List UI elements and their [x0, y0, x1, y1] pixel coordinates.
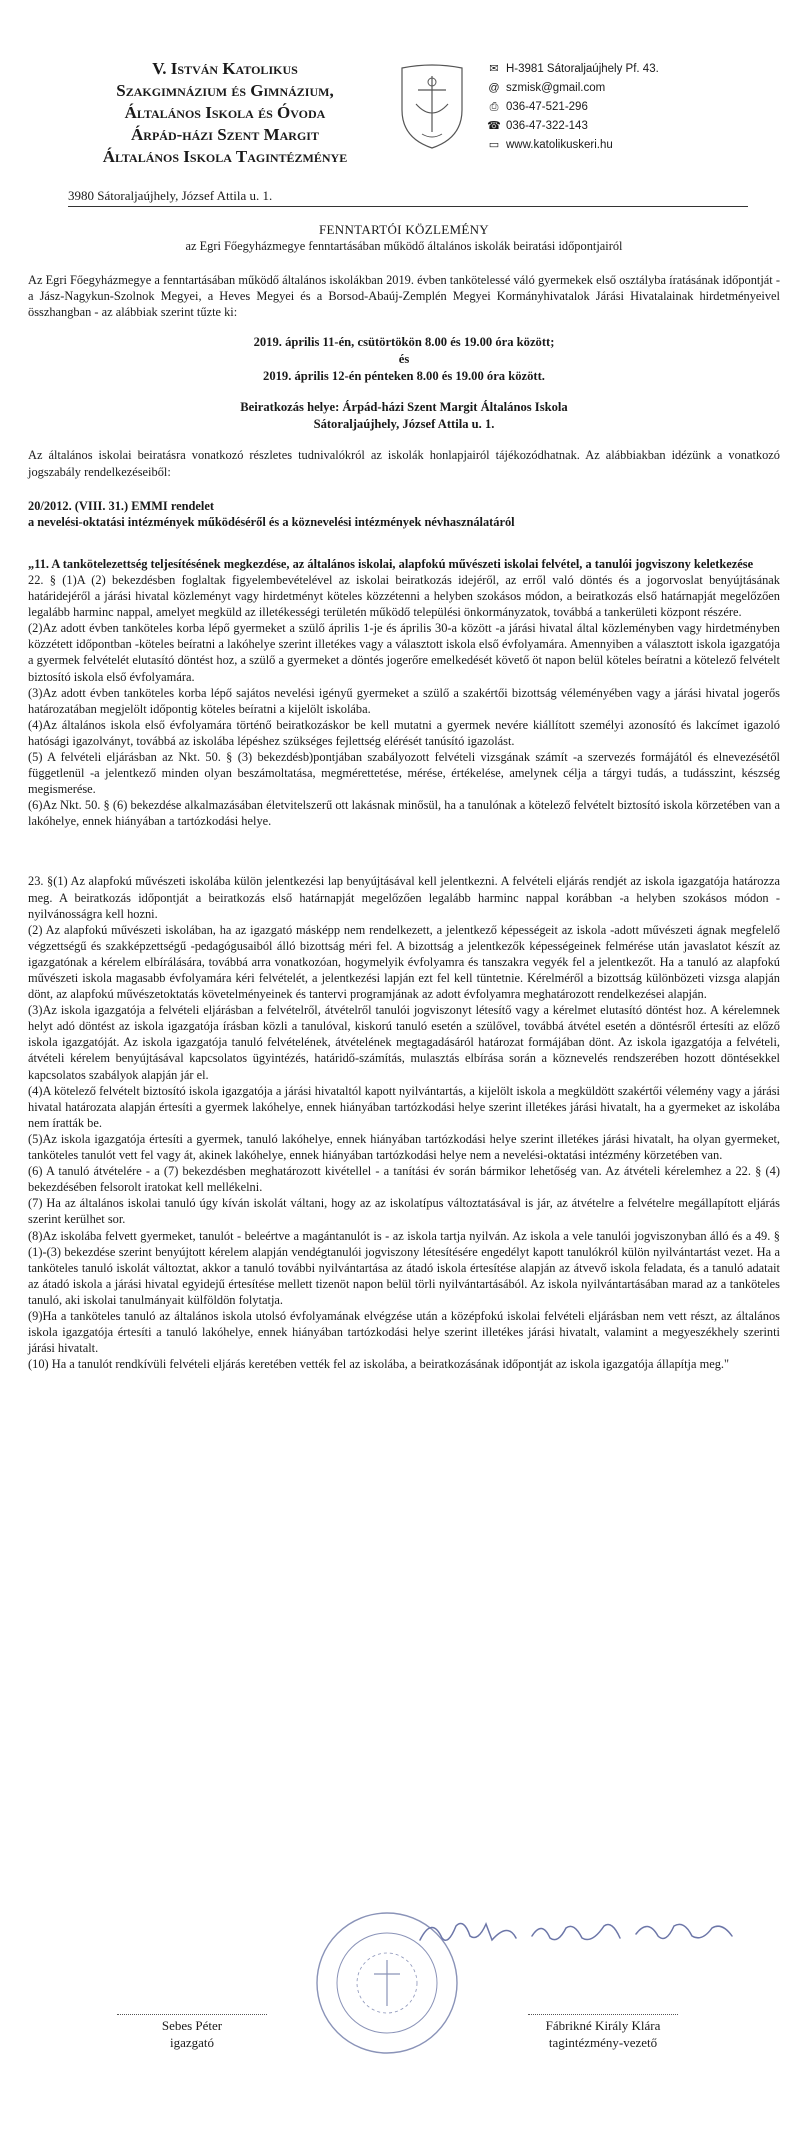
- contact-postal: [486, 60, 786, 79]
- enrollment-date-2: 2019. április 12-én pénteken 8.00 és 19.00 óra között.: [263, 369, 545, 384]
- section-23-paragraph: (10) Ha a tanulót rendkívüli felvételi eljárás keretében vették fel az iskolába, a beiratkozásának időpontját az iskola igazgatója állapítja meg.": [28, 1357, 730, 1372]
- section-23-paragraph: (2) Az alapfokú művészeti iskolában, ha az igazgató másképp nem rendelkezett, a jelentkező képességeit az iskola -adott művészeti ágnak megfelelő végzettségű és szakképzettségű -pedagógusaiból álló bizottság méri fel. A bizottság a jelentkezők képességeinek felmérése után javaslatot készít az igazgatónak a kérelem elbírálására, továbbá arra vonatkozóan, hogymelyik évfolyamra és tanszakra vegyék fel a jelentkezőt. Ha a tanuló az alapfokú művészeti iskola magasabb évfolyamára kéri felvételét, a jelentkezési lapján ezt fel kell tüntetnie. Kérelméről a bizottság különbözeti vizsga alapján dönt, az alapfokú művészetoktatás követelményeinek és tantervi programjának az adott évfolyamra meghatározott rendelkezései alapján.: [28, 922, 780, 1002]
- school-name: [70, 58, 380, 168]
- contact-text: www.katolikuskeri.hu: [506, 139, 613, 151]
- email-icon: @: [488, 82, 500, 94]
- school-name-line: Árpád-házi Szent Margit: [131, 125, 319, 144]
- notice-body: [28, 218, 780, 1372]
- section-11-heading: „11. A tankötelezettség teljesítésének megkezdése, az általános iskolai, alapfokú művészeti iskolai felvétel, a tanulói jogviszony keletkezése: [28, 556, 754, 571]
- enrollment-date-and: és: [398, 352, 410, 367]
- signature-unit-head: [488, 2014, 718, 2051]
- enrollment-place-line-1: Beiratkozás helye: Árpád-házi Szent Margit Általános Iskola: [240, 400, 568, 415]
- section-23-paragraph: (9)Ha a tanköteles tanuló az általános iskola utolsó évfolyamának elvégzése után a középfokú iskolai felvételi eljárásban nem vett részt, az általános iskola igazgatója értesíti a tanuló lakóhelye, ennek hiányában tartózkodási helye szerint illetékes járási hivatalt, valamint a megyeszékhely szerinti járási hivatalt.: [28, 1308, 780, 1356]
- section-22-paragraph: (2)Az adott évben tanköteles korba lépő gyermeket a szülő április 1-je és április 30-a között -a járási hivatal által közleményben vagy hirdetményben közzétett időpontban -köteles beíratni a lakóhelye szerint illetékes vagy a választott iskola első évfolyamára. Amennyiben a választott iskola igazgatója a gyermek felvételét elutasító döntést hoz, a szülő a gyermeket a döntés jogerőre emelkedését követő öt napon belül köteles beíratni a kötelező felvételt biztosító iskola első évfolyamára.: [28, 621, 780, 684]
- regulation-line-1: 20/2012. (VIII. 31.) EMMI rendelet: [28, 498, 214, 513]
- section-23-paragraph: (8)Az iskolába felvett gyermeket, tanulót - beleértve a magántanulót is - az iskola tartja nyilván. Az iskola a vele tanulói jogviszonyban álló és a 49. § (1)-(3) bekezdése szerint benyújtott kérelem alapján vendégtanulói jogviszony létesítésére engedélyt kapott tanulókról külön nyilvántartást vezet. Ha a tanköteles tanuló iskolát változtat, akkor a tanuló további nyilvántartása az átadó iskola értesítése alapján az átvevő iskola feladata, és a tanuló adatait az átadó iskola a járási hivatal egyidejű értesítése mellett tizenöt napon belül törli nyilvántartásából. Az iskola nyilvántartásában marad az a tanköteles tanuló, aki iskolai tanulmányait külföldön folytatja.: [28, 1228, 780, 1307]
- enrollment-date-1: 2019. április 11-én, csütörtökön 8.00 és 19.00 óra között;: [253, 335, 555, 350]
- envelope-icon: ✉: [489, 63, 499, 75]
- school-name-line: Szakgimnázium és Gimnázium,: [116, 81, 334, 100]
- signer-role: igazgató: [169, 2035, 215, 2050]
- notice-subtitle: az Egri Főegyházmegye fenntartásában működő általános iskolák beiratási időpontjairól: [185, 239, 623, 254]
- signer-role: tagintézmény-vezető: [548, 2035, 658, 2050]
- school-name-line: Általános Iskola Tagintézménye: [102, 147, 348, 166]
- section-23-paragraph: (6) A tanuló átvételére - a (7) bekezdésben meghatározott kivétellel - a tanítási év során bármikor lehetőség van. Az átvételi kérelemhez a 22. § (4) bekezdésében felsorolt iratokat kell mellékelni.: [28, 1164, 780, 1195]
- contact-text: H-3981 Sátoraljaújhely Pf. 43.: [506, 63, 659, 75]
- school-name-line: V. István Katolikus: [152, 59, 298, 78]
- contact-email: [486, 79, 786, 98]
- section-23-paragraph: (5)Az iskola igazgatója értesíti a gyermek, tanuló lakóhelye, ennek hiányában tartózkodási helye szerint illetékes járási hivatalt, ha olyan gyermeket, tanköteles tanulót vett fel vagy át, akinek lakóhelye, ennek hiányában tartózkodási helye nem a nevelési-oktatási intézmény körzetében van.: [28, 1131, 780, 1163]
- signature-line: [528, 2014, 678, 2015]
- signer-name: Sebes Péter: [161, 2018, 223, 2033]
- regulation-line-2: a nevelési-oktatási intézmények működéséről és a köznevelési intézmények névhasználatáról: [28, 514, 515, 529]
- section-22-paragraph: (6)Az Nkt. 50. § (6) bekezdése alkalmazásában életvitelszerű ott lakásnak minősül, ha a tanulónak a kötelező felvételt biztosító iskola körzetében van a lakóhelye, ennek hiányában a tartózkodási helye.: [28, 798, 780, 829]
- info-paragraph: Az általános iskolai beiratásra vonatkozó részletes tudnivalókról az iskolák honlapjairól tájékozódhatnak. Az alábbiakban idézünk a vonatkozó jogszabály rendelkezéseiből:: [28, 448, 780, 479]
- phone-icon: ☎: [487, 120, 501, 132]
- intro-paragraph: Az Egri Főegyházmegye a fenntartásában működő általános iskolákban 2019. évben tankötelessé váló gyermekek első osztályba íratásának időpontját - a Jász-Nagykun-Szolnok Megyei, a Heves Megyei és a Borsod-Abaúj-Zemplén Megyei Kormányhivatalok Járási Hivatalainak hirdetményeivel összhangban - az alábbiak szerint tűzte ki:: [28, 273, 780, 320]
- enrollment-place: [28, 399, 780, 433]
- section-23-paragraph: 23. §(1) Az alapfokú művészeti iskolába külön jelentkezési lap benyújtásával kell jelentkezni. A felvételi eljárás rendjét az iskola igazgatója határozza meg. A beiratkozás időpontját a beiratkozás első határnapját megelőzően legalább harminc nappal korábban -a helyben szokásos módon -nyilvánosságra kell hozni.: [28, 874, 780, 921]
- contact-web: [486, 136, 786, 155]
- section-23-paragraph: (3)Az iskola igazgatója a felvételi eljárásban a felvételről, átvételről tanulói jogviszonyt létesítő vagy a kérelmet elutasító döntést hoz. A kérelemnek helyt adó döntést az iskola igazgatója írásban közli a tanulóval, kiskorú tanuló esetén a szülővel, továbbá átvétel esetén a döntésről értesíti az előző iskola igazgatóját. Az iskola igazgatója tanuló felvételének, átvételének megtagadásáról határozat formájában dönt. Az iskola igazgatója a felvételi, átvételi kérelem benyújtásával kapcsolatos ügyintézés, határidő-számítás, mulasztás elbírása során a köznevelés rendszerében hozott döntésekkel kapcsolatos szabályok alapján jár el.: [28, 1003, 780, 1082]
- section-22-paragraph: (3)Az adott évben tanköteles korba lépő sajátos nevelési igényű gyermeket a szülő a szakértői bizottság véleményében vagy a járási hivatal jogerős határozatában megjelölt időpontig köteles beíratni a kijelölt iskolába.: [28, 685, 780, 716]
- fax-icon: ⎙: [489, 101, 499, 113]
- section-22-paragraph: (4)Az általános iskola első évfolyamára történő beiratkozáskor be kell mutatni a gyermek nevére kiállított személyi azonosító és lakcímet igazoló hatósági igazolványt, továbbá az iskolába lépéshez szükséges fejlettség elérését tanúsító igazolást.: [28, 717, 780, 748]
- handwritten-signature-icon: [412, 1912, 742, 1952]
- contact-phone: [486, 117, 786, 136]
- contact-info: [486, 60, 786, 155]
- section-23-paragraph: (4)A kötelező felvételt biztosító iskola igazgatója a járási hivataltól kapott nyilvántartás, a kijelölt iskola a megküldött szakértői vélemény vagy a járási hivatal határozata alapján értesíti a gyermek lakóhelye, ennek hiányában tartózkodási helye szerint illetékes járási hivatalt, ha a gyermeket az iskolába nem íratták be.: [28, 1083, 780, 1130]
- section-23-paragraph: (7) Ha az általános iskolai tanuló úgy kíván iskolát váltani, hogy az az iskolatípus változtatásával is jár, az átvételre a felvételre megállapított eljárás szerint kerülhet sor.: [28, 1196, 780, 1227]
- section-22: [28, 572, 780, 830]
- contact-fax: [486, 98, 786, 117]
- school-name-line: Általános Iskola és Óvoda: [124, 103, 326, 122]
- section-22-paragraph: 22. § (1)A (2) bekezdésben foglaltak figyelembevételével az iskolai beiratkozás idejéről, az erről való döntés és a jogorvoslat benyújtásának határidejéről a járási hivatal közleményt vagy hirdetményt köteles közzétenni a helyben szokásos módon, a beiratkozás első határnapját megelőzően legalább harminc nappal, amelyet megküld az illetékességi területén működő települési önkormányzatok, továbbá a tankerületi központ részére.: [28, 572, 780, 620]
- signature-director: [112, 2014, 272, 2051]
- contact-text: 036-47-521-296: [506, 101, 588, 113]
- school-logo-icon: [392, 60, 472, 152]
- contact-text: szmisk@gmail.com: [506, 82, 606, 94]
- school-address: 3980 Sátoraljaújhely, József Attila u. 1.: [68, 188, 748, 207]
- section-22-paragraph: (5) A felvételi eljárásban az Nkt. 50. § (3) bekezdésb)pontjában szabályozott felvételi vizsgának számít -a szervezés formájától és elnevezésétől függetlenül -a jelentkező minden olyan beszámoltatása, megmérettetése, mérése, értékelése, amelynek célja a tárgyi tudás, a tudásszint, készség megismerése.: [28, 749, 780, 797]
- regulation-title: [28, 498, 780, 530]
- enrollment-dates: [28, 334, 780, 385]
- signature-line: [117, 2014, 267, 2015]
- signer-name: Fábrikné Király Klára: [545, 2018, 661, 2033]
- enrollment-place-line-2: Sátoraljaújhely, József Attila u. 1.: [313, 417, 495, 432]
- notice-title: FENNTARTÓI KÖZLEMÉNY: [319, 222, 489, 237]
- contact-text: 036-47-322-143: [506, 120, 588, 132]
- web-icon: ▭: [488, 139, 500, 151]
- section-23: [28, 873, 780, 1372]
